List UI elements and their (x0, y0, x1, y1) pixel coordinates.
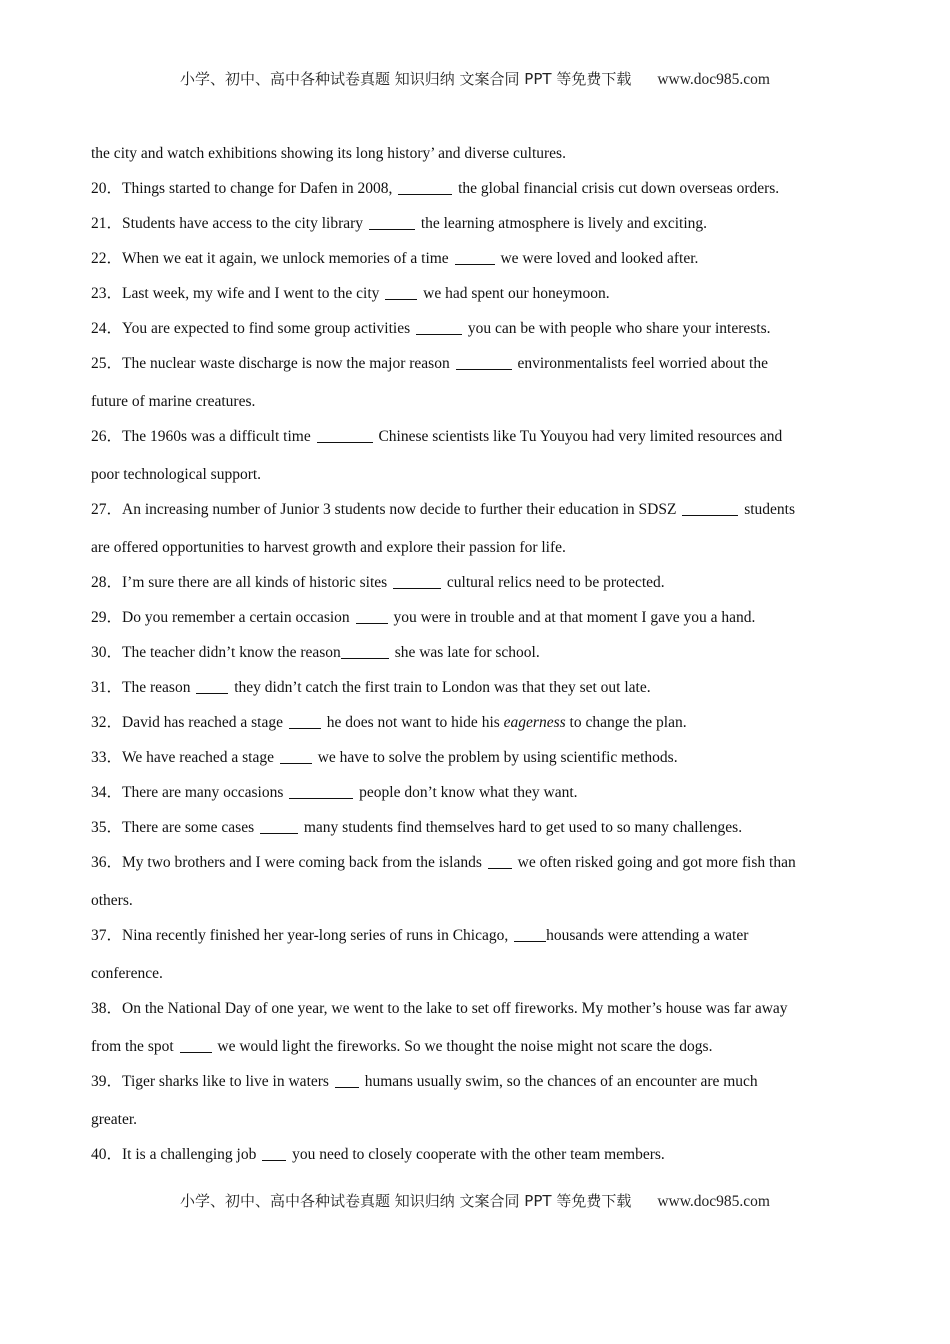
question-number: 23． (91, 285, 123, 302)
question-line (91, 963, 861, 998)
question-text: you were in trouble and at that moment I gave you a hand. (389, 609, 756, 626)
question-text: the global financial crisis cut down overseas orders. (454, 180, 780, 197)
question-number: 30． (91, 644, 123, 661)
question-text: There are some cases (122, 819, 258, 836)
answer-blank[interactable] (385, 284, 417, 300)
answer-blank[interactable] (280, 748, 312, 764)
question-number: 29． (91, 609, 123, 626)
question-text: students (740, 501, 796, 518)
answer-blank[interactable] (260, 818, 298, 834)
question-line (91, 572, 861, 607)
question-line (91, 677, 861, 712)
answer-blank[interactable] (488, 853, 512, 869)
answer-blank[interactable] (514, 926, 546, 942)
question-number: 21． (91, 215, 123, 232)
answer-blank[interactable] (369, 214, 415, 230)
question-number: 37． (91, 927, 123, 944)
question-text: The teacher didn’t know the reason (122, 644, 341, 661)
question-text: humans usually swim, so the chances of an encounter are much (360, 1073, 758, 1090)
question-text: There are many occasions (122, 784, 288, 801)
answer-blank[interactable] (335, 1072, 359, 1088)
answer-blank[interactable] (289, 783, 353, 799)
question-text: Students have access to the city library (122, 215, 367, 232)
question-text: we have to solve the problem by using scientific methods. (313, 749, 678, 766)
question-number: 39． (91, 1073, 123, 1090)
question-number: 20． (91, 180, 123, 197)
question-text: we had spent our honeymoon. (419, 285, 610, 302)
footer-text: 小学、初中、高中各种试卷真题 知识归纳 文案合同 PPT 等免费下载 (180, 1192, 632, 1210)
question-line (91, 143, 861, 178)
question-line (91, 890, 861, 925)
answer-blank[interactable] (341, 643, 389, 659)
question-line (91, 925, 861, 963)
question-line (91, 391, 861, 426)
question-text: You are expected to find some group activities (122, 320, 415, 337)
question-text: we often risked going and got more fish than (513, 854, 796, 871)
page-header (0, 68, 950, 89)
question-number: 40． (91, 1146, 123, 1163)
question-text: the learning atmosphere is lively and exciting. (416, 215, 708, 232)
question-text: you can be with people who share your interests. (464, 320, 771, 337)
question-text: cultural relics need to be protected. (443, 574, 665, 591)
question-text: David has reached a stage (122, 714, 287, 731)
question-text: An increasing number of Junior 3 students now decide to further their education in SDSZ (122, 501, 681, 518)
question-line (91, 642, 861, 677)
question-text: from the spot (91, 1038, 178, 1055)
answer-blank[interactable] (393, 573, 441, 589)
question-text: she was late for school. (390, 644, 540, 661)
answer-blank[interactable] (456, 354, 512, 370)
question-text: My two brothers and I were coming back from the islands (122, 854, 486, 871)
question-line (91, 712, 861, 747)
question-text: Things started to change for Dafen in 2008, (122, 180, 397, 197)
answer-blank[interactable] (180, 1037, 212, 1053)
question-number: 27． (91, 501, 123, 518)
question-number: 34． (91, 784, 123, 801)
question-text: others. (91, 892, 133, 909)
question-text: environmentalists feel worried about the (513, 355, 768, 372)
question-line (91, 747, 861, 782)
question-line (91, 426, 861, 464)
question-line (91, 1109, 861, 1144)
question-number: 22． (91, 250, 123, 267)
question-number: 38． (91, 1000, 123, 1017)
question-number: 33． (91, 749, 123, 766)
answer-blank[interactable] (289, 713, 321, 729)
question-line (91, 782, 861, 817)
question-line (91, 537, 861, 572)
answer-blank[interactable] (262, 1145, 286, 1161)
question-text: It is a challenging job (122, 1146, 261, 1163)
question-text: the city and watch exhibitions showing its long history’ and diverse cultures. (91, 145, 566, 162)
question-text: conference. (91, 965, 163, 982)
question-text: Do you remember a certain occasion (122, 609, 354, 626)
answer-blank[interactable] (356, 608, 388, 624)
question-text: Nina recently finished her year-long series of runs in Chicago, (122, 927, 513, 944)
question-list (91, 143, 861, 1179)
question-text: Chinese scientists like Tu Youyou had very limited resources and (374, 428, 783, 445)
question-line (91, 817, 861, 852)
question-text: On the National Day of one year, we went to the lake to set off fireworks. My mother’s house was far away (122, 1000, 788, 1017)
question-line (91, 607, 861, 642)
answer-blank[interactable] (455, 249, 495, 265)
answer-blank[interactable] (196, 678, 228, 694)
question-line (91, 248, 861, 283)
question-text: they didn’t catch the first train to London was that they set out late. (230, 679, 651, 696)
question-text: greater. (91, 1111, 138, 1128)
question-text: The 1960s was a difficult time (122, 428, 315, 445)
question-number: 28． (91, 574, 123, 591)
question-line (91, 499, 861, 537)
question-line (91, 1144, 861, 1179)
question-text: we were loved and looked after. (496, 250, 699, 267)
question-line (91, 1036, 861, 1071)
answer-blank[interactable] (317, 427, 373, 443)
question-line (91, 852, 861, 890)
question-line (91, 464, 861, 499)
question-text: he does not want to hide his (322, 714, 504, 731)
question-text: housands were attending a water (546, 927, 749, 944)
question-text: When we eat it again, we unlock memories of a time (122, 250, 453, 267)
question-text: we would light the fireworks. So we thought the noise might not scare the dogs. (213, 1038, 713, 1055)
question-line (91, 1071, 861, 1109)
answer-blank[interactable] (682, 500, 738, 516)
question-number: 26． (91, 428, 123, 445)
question-text: to change the plan. (565, 714, 687, 731)
page-footer (0, 1190, 950, 1211)
answer-blank[interactable] (416, 319, 462, 335)
question-text: I’m sure there are all kinds of historic sites (122, 574, 392, 591)
question-line (91, 283, 861, 318)
question-number: 32． (91, 714, 123, 731)
header-text: 小学、初中、高中各种试卷真题 知识归纳 文案合同 PPT 等免费下载 (180, 70, 632, 88)
question-text: Tiger sharks like to live in waters (122, 1073, 333, 1090)
question-text: The reason (122, 679, 195, 696)
footer-site: www.doc985.com (657, 1193, 770, 1210)
emphasized-word: eagerness (503, 714, 566, 731)
question-text: poor technological support. (91, 466, 262, 483)
question-line (91, 213, 861, 248)
question-number: 36． (91, 854, 123, 871)
question-text: people don’t know what they want. (355, 784, 578, 801)
question-number: 25． (91, 355, 123, 372)
question-text: you need to closely cooperate with the other team members. (288, 1146, 665, 1163)
header-site: www.doc985.com (657, 71, 770, 88)
question-line (91, 318, 861, 353)
question-line (91, 353, 861, 391)
question-text: future of marine creatures. (91, 393, 256, 410)
question-text: We have reached a stage (122, 749, 278, 766)
question-text: many students find themselves hard to get used to so many challenges. (300, 819, 743, 836)
question-number: 35． (91, 819, 123, 836)
question-text: The nuclear waste discharge is now the major reason (122, 355, 454, 372)
question-line (91, 998, 861, 1036)
question-text: Last week, my wife and I went to the city (122, 285, 384, 302)
answer-blank[interactable] (398, 179, 452, 195)
question-text: are offered opportunities to harvest growth and explore their passion for life. (91, 539, 566, 556)
question-line (91, 178, 861, 213)
question-number: 24． (91, 320, 123, 337)
question-number: 31． (91, 679, 123, 696)
